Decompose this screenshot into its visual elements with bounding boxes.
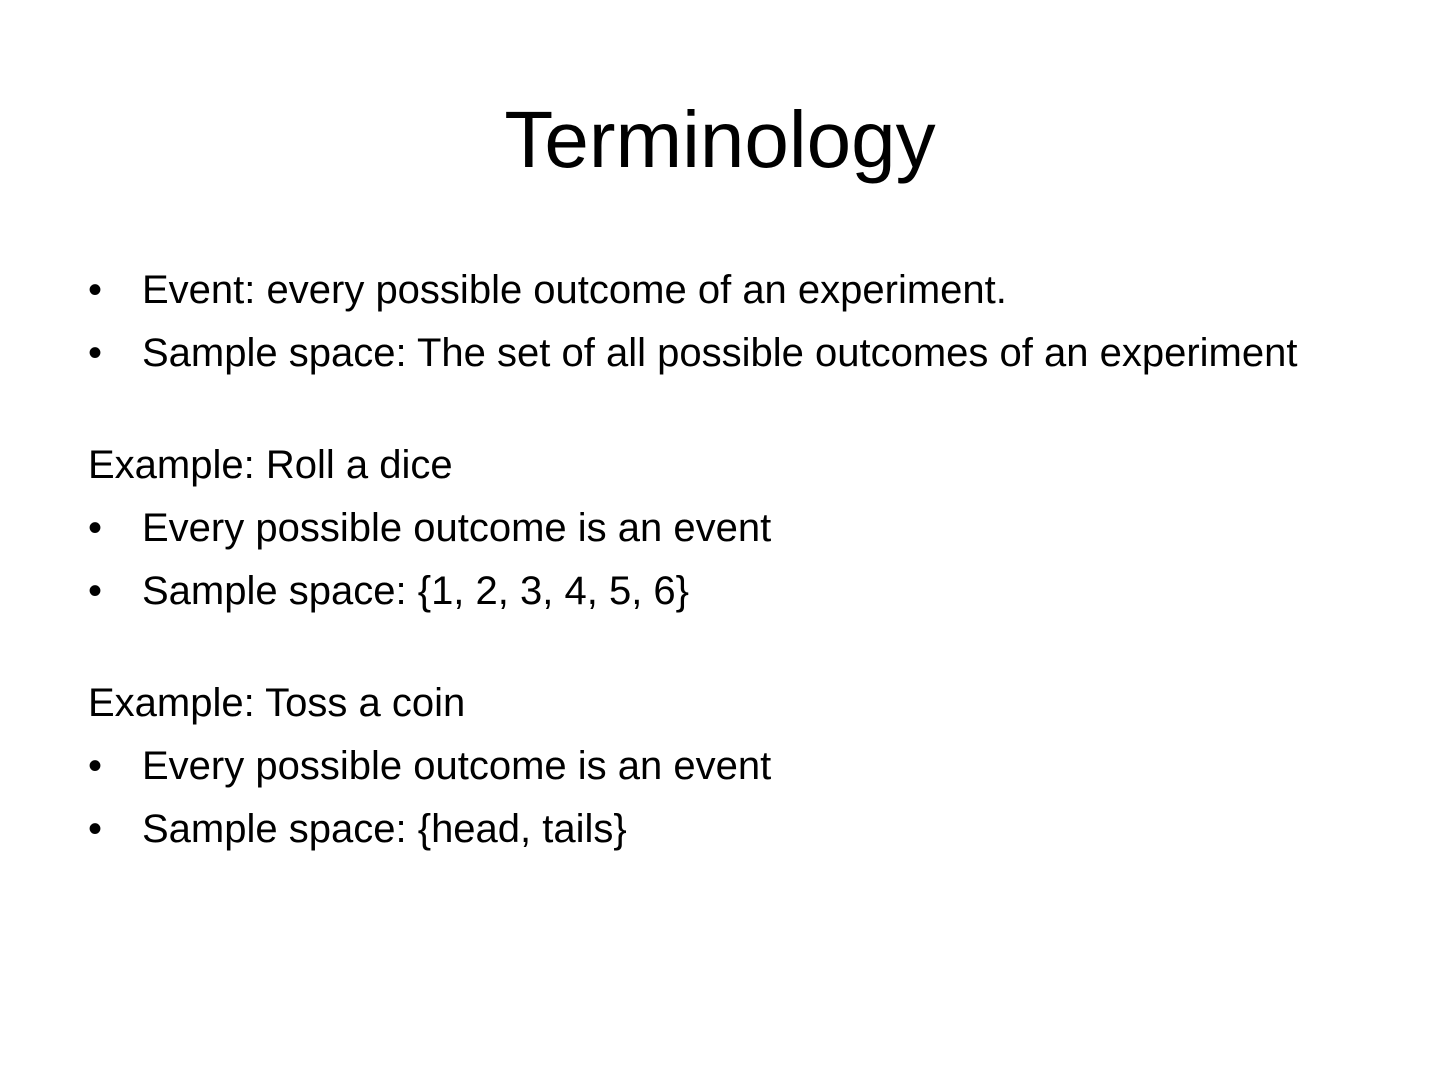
- example-heading-coin: Example: Toss a coin: [88, 681, 466, 725]
- definition-item-event: [88, 264, 1348, 317]
- bullet-icon: •: [88, 506, 103, 550]
- bullet-icon: •: [88, 331, 103, 375]
- definition-text: Event: every possible outcome of an experiment.: [142, 268, 1007, 312]
- slide-title: Terminology: [504, 95, 936, 184]
- definition-text: Sample space: The set of all possible outcomes of an experiment: [142, 331, 1298, 375]
- example-bullet: [88, 502, 1348, 555]
- spacer: [88, 390, 1348, 439]
- example-bullet: [88, 565, 1348, 618]
- definition-item-sample-space: [88, 327, 1348, 380]
- bullet-icon: •: [88, 569, 103, 613]
- example-heading-dice: Example: Roll a dice: [88, 443, 453, 487]
- spacer: [88, 628, 1348, 677]
- example-bullet-text: Every possible outcome is an event: [142, 744, 772, 788]
- bullet-icon: •: [88, 268, 103, 312]
- example-bullet-text: Sample space: {1, 2, 3, 4, 5, 6}: [142, 569, 690, 613]
- example-bullet-text: Sample space: {head, tails}: [142, 807, 627, 851]
- bullet-icon: •: [88, 807, 103, 851]
- example-bullet-text: Every possible outcome is an event: [142, 506, 772, 550]
- example-bullet: [88, 803, 1348, 856]
- slide-body: [88, 264, 1348, 866]
- example-bullet: [88, 740, 1348, 793]
- bullet-icon: •: [88, 744, 103, 788]
